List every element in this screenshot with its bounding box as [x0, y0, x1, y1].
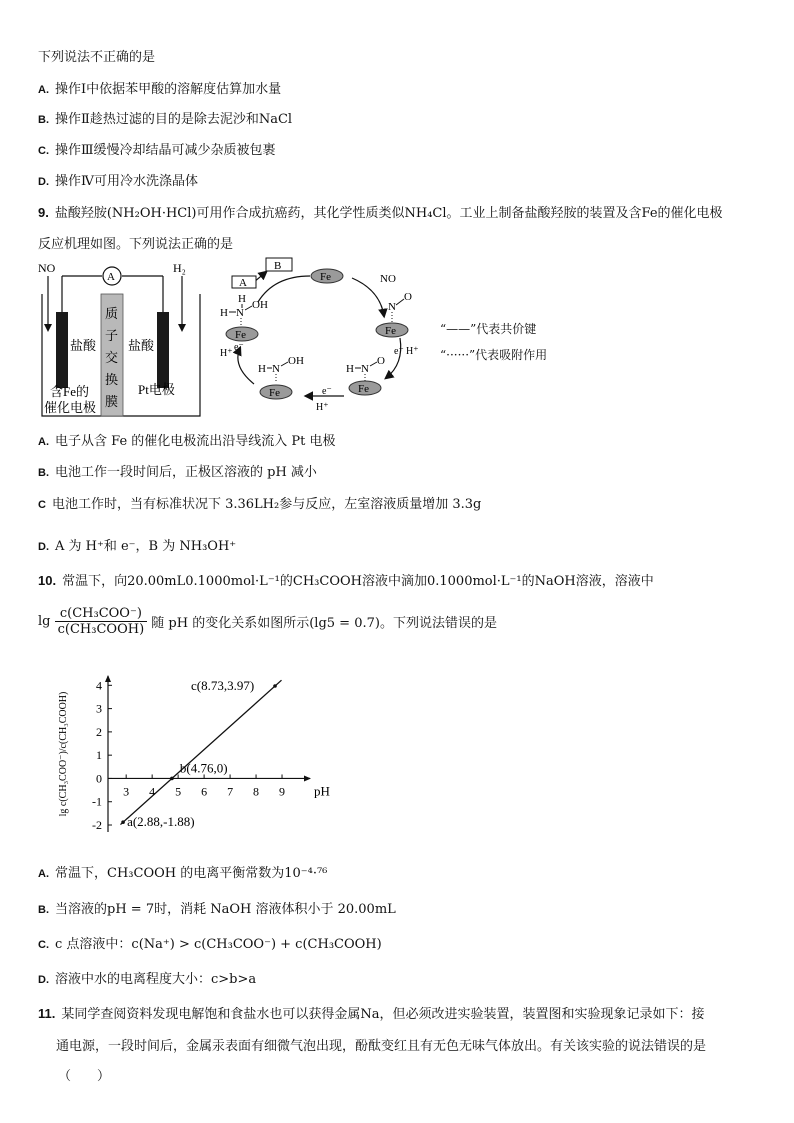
q10-stem-line2: lg $\frac{\text{c(CH₃COO⁻)}}{\text{c(CH₃COOH)}}$ 随 pH 的变化关系如图所示(lg5 = 0.7)。下列说法错误的是	[38, 606, 497, 637]
q10-option-d: D. 溶液中水的电离程度大小：c>b>a	[38, 972, 257, 987]
q11-line1: 11. 某同学查阅资料发现电解饱和食盐水也可以获得金属Na，但必须改进实验装置，装置图和实验现象记录如下：接	[38, 1006, 705, 1022]
q11-line2: 通电源，一段时间后，金属汞表面有细微气泡出现，酚酞变红且有无色无味气体放出。有关该实验的说法错误的是	[56, 1039, 707, 1054]
n-bl: N	[272, 363, 280, 375]
h-br: H	[346, 363, 354, 375]
series-line	[120, 680, 281, 824]
left-electrode-label-1: 含Fe的	[50, 384, 90, 399]
data-point	[273, 684, 277, 688]
q9-option-c: C 电池工作时，当有标准状况下 3.36LH₂参与反应，左室溶液质量增加 3.3g	[38, 497, 482, 512]
h-tl-left: H	[220, 307, 228, 319]
no-label: NO	[380, 273, 396, 285]
q10-option-c: C. c 点溶液中：c(Na⁺) > c(CH₃COO⁻) + c(CH₃COOH)	[38, 937, 382, 952]
q9-stem-line1: 9. 盐酸羟胺(NH₂OH·HCl)可用作合成抗癌药，其化学性质类似NH₄Cl。工业上制备盐酸羟胺的装置及含Fe的催化电极	[38, 205, 723, 221]
q9-option-d: D. A 为 H⁺和 e⁻，B 为 NH₃OH⁺	[38, 539, 237, 554]
membrane-label: 质子交换膜	[105, 306, 119, 409]
q10-option-a: A. 常温下，CH₃COOH 的电离平衡常数为10⁻⁴·⁷⁶	[38, 866, 328, 881]
fe-top: Fe	[320, 271, 331, 283]
box-a-label: A	[239, 277, 247, 289]
left-electrode-label-2: 催化电极	[44, 400, 97, 415]
ratio-fraction: $\frac{\text{c(CH₃COO⁻)}}{\text{c(CH₃COOH)}}$	[55, 606, 148, 637]
point-annotation: b(4.76,0)	[179, 760, 228, 776]
fe-br: Fe	[358, 383, 369, 395]
x-tick-label: 4	[149, 784, 156, 799]
q10-option-b: B. 当溶液的pH = 7时，消耗 NaOH 溶液体积小于 20.00mL	[38, 902, 396, 917]
q9-option-b: B. 电池工作一段时间后，正极区溶液的 pH 减小	[38, 465, 317, 480]
oh-bl: OH	[288, 355, 304, 367]
q10-stem-line1: 10. 常温下，向20.00mL0.1000mol·L⁻¹的CH₃COOH溶液中滴加0.1000mol·L⁻¹的NaOH溶液，溶液中	[38, 573, 654, 589]
q9-option-a: A. 电子从含 Fe 的催化电极流出沿导线流入 Pt 电极	[38, 434, 336, 449]
y-tick-label: 2	[96, 724, 102, 739]
x-tick-label: 9	[279, 784, 286, 799]
y-axis-label: lg c(CH₃COO⁻)/c(CH₃COOH)	[58, 691, 69, 817]
x-tick-label: 5	[175, 784, 182, 799]
right-solution-label: 盐酸	[128, 338, 155, 353]
q8-option-a: A. 操作Ⅰ中依据苯甲酸的溶解度估算加水量	[38, 82, 282, 97]
oh-tl: OH	[252, 299, 268, 311]
y-tick-label: -1	[92, 794, 102, 809]
h-bl: H	[258, 363, 266, 375]
n-right: N	[388, 301, 396, 313]
x-tick-label: 8	[253, 784, 260, 799]
y-tick-label: 1	[96, 748, 102, 763]
fe-tl: Fe	[235, 329, 246, 341]
x-tick-label: 3	[123, 784, 130, 799]
ammeter-label: A	[107, 271, 115, 283]
h-tl-top: H	[238, 293, 246, 305]
legend-covalent: “——”代表共价键	[440, 322, 537, 336]
q8-option-c: C. 操作Ⅲ缓慢冷却结晶可减少杂质被包裹	[38, 143, 276, 158]
point-annotation: c(8.73,3.97)	[191, 678, 255, 694]
e-left: e⁻	[234, 342, 244, 353]
electrolysis-cell-diagram	[36, 256, 206, 420]
n-tl: N	[236, 307, 244, 319]
right-gas-label: H₂	[173, 261, 186, 275]
q8-option-d: D. 操作Ⅳ可用冷水洗涤晶体	[38, 174, 198, 189]
y-tick-label: -2	[92, 818, 102, 833]
lg-ratio-vs-ph-chart	[52, 668, 330, 842]
data-point	[121, 820, 125, 824]
legend-adsorption: “······”代表吸附作用	[440, 348, 548, 362]
mechanism-diagram	[214, 254, 424, 420]
e-bottom: e⁻	[322, 386, 332, 397]
data-point	[170, 777, 174, 781]
h-left: H⁺	[220, 348, 233, 359]
right-electrode-label: Pt电极	[138, 382, 175, 397]
x-axis-arrow	[304, 775, 311, 781]
y-axis-arrow	[105, 675, 111, 682]
left-gas-label: NO	[38, 261, 56, 275]
h-bottom: H⁺	[316, 402, 329, 413]
x-tick-label: 6	[201, 784, 208, 799]
n-br: N	[361, 363, 369, 375]
y-tick-label: 0	[96, 771, 102, 786]
x-axis-label: pH	[314, 783, 330, 799]
x-tick-label: 7	[227, 784, 234, 799]
o-right: O	[404, 291, 412, 303]
q8-stem: 下列说法不正确的是	[38, 50, 156, 65]
fe-right: Fe	[385, 325, 396, 337]
q9-stem-line2: 反应机理如图。下列说法正确的是	[38, 237, 234, 252]
left-solution-label: 盐酸	[70, 338, 97, 353]
e-right: e⁻	[394, 346, 404, 357]
y-tick-label: 3	[96, 701, 102, 716]
q8-option-b: B. 操作Ⅱ趁热过滤的目的是除去泥沙和NaCl	[38, 112, 293, 127]
q11-answer-blank: （ ）	[58, 1069, 111, 1084]
box-b-label: B	[274, 260, 282, 272]
y-tick-label: 4	[96, 678, 102, 693]
fe-bl: Fe	[269, 387, 280, 399]
point-annotation: a(2.88,-1.88)	[127, 814, 195, 830]
o-br: O	[377, 355, 385, 367]
h-right: H⁺	[406, 346, 419, 357]
